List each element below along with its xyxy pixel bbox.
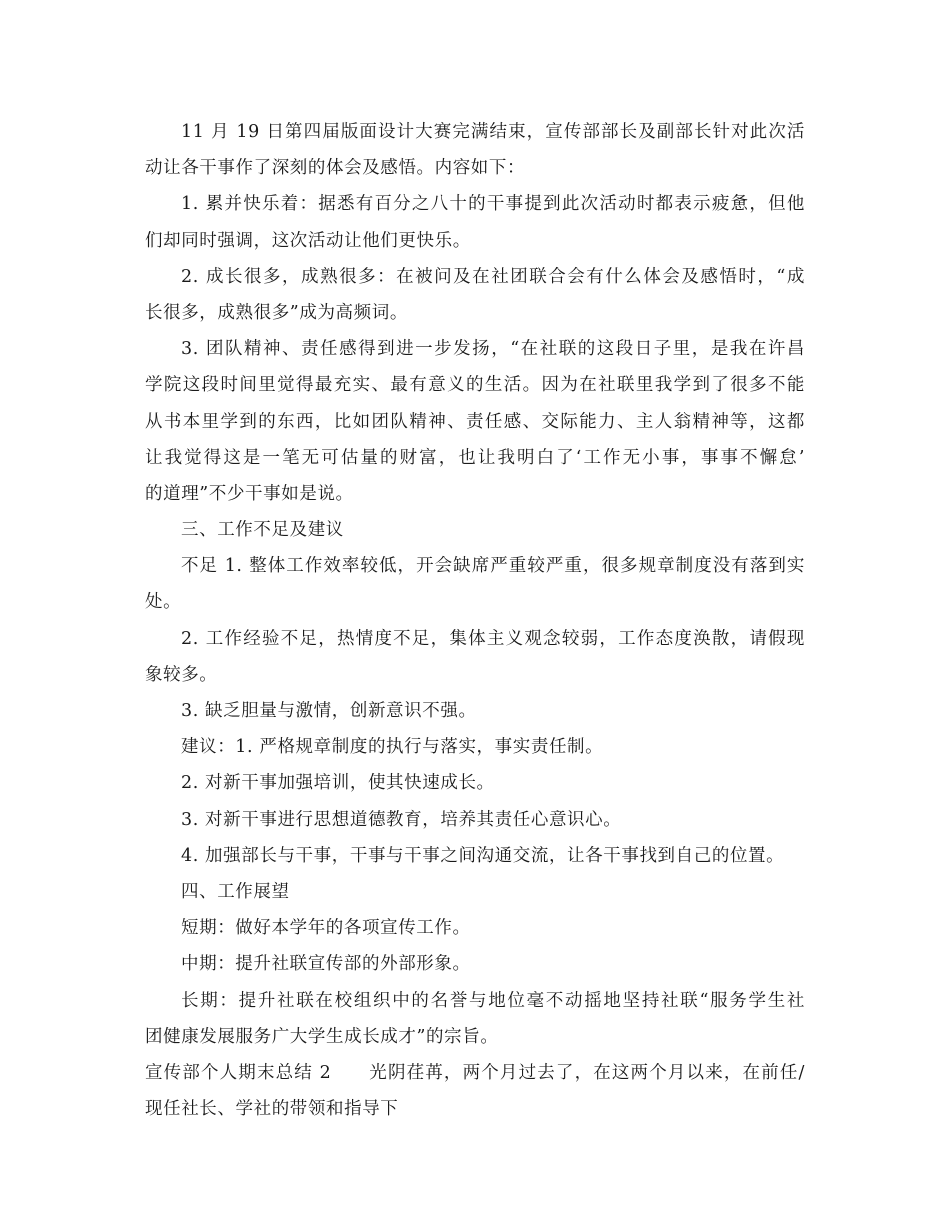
paragraph-line: 2. 对新干事加强培训，使其快速成长。 xyxy=(181,773,495,794)
paragraph-line: 的道理”不少干事如是说。 xyxy=(145,483,354,504)
paragraph-line: 现任社长、学社的带领和指导下 xyxy=(145,1099,399,1120)
paragraph-line: 1. 累并快乐着：据悉有百分之八十的干事提到此次活动时都表示疲惫，但他 xyxy=(181,194,805,215)
section-heading: 四、工作展望 xyxy=(181,881,290,902)
paragraph-line: 2. 成长很多，成熟很多：在被问及在社团联合会有什么体会及感悟时，“成 xyxy=(181,266,805,287)
paragraph-line: 动让各干事作了深刻的体会及感悟。内容如下： xyxy=(145,158,526,179)
paragraph-line: 长很多，成熟很多”成为高频词。 xyxy=(145,302,408,323)
paragraph-line: 不足 1. 整体工作效率较低，开会缺席严重较严重，很多规章制度没有落到实 xyxy=(181,556,805,577)
paragraph-line: 11 月 19 日第四届版面设计大赛完满结束，宣传部部长及副部长针对此次活 xyxy=(181,122,805,142)
paragraph-line: 4. 加强部长与干事，干事与干事之间沟通交流，让各干事找到自己的位置。 xyxy=(181,845,785,866)
paragraph-line: 学院这段时间里觉得最充实、最有意义的生活。因为在社联里我学到了很多不能 xyxy=(145,375,805,396)
paragraph-line: 3. 团队精神、责任感得到进一步发扬，“在社联的这段日子里，是我在许昌 xyxy=(181,339,805,360)
paragraph-line: 建议：1. 严格规章制度的执行与落实，事实责任制。 xyxy=(181,737,604,758)
paragraph-line: 宣传部个人期末总结 2 光阴荏苒，两个月过去了，在这两个月以来，在前任/ xyxy=(145,1062,805,1083)
paragraph-line: 中期：提升社联宣传部的外部形象。 xyxy=(181,954,471,975)
paragraph-line: 3. 缺乏胆量与激情，创新意识不强。 xyxy=(181,701,477,721)
paragraph-line: 从书本里学到的东西，比如团队精神、责任感、交际能力、主人翁精神等，这都 xyxy=(145,411,805,432)
document-body xyxy=(145,114,805,1127)
paragraph-line: 们却同时强调，这次活动让他们更快乐。 xyxy=(145,230,471,251)
paragraph-line: 让我觉得这是一笔无可估量的财富，也让我明白了‘工作无小事，事事不懈怠’ xyxy=(145,447,805,468)
section-heading: 三、工作不足及建议 xyxy=(181,520,344,541)
paragraph-line: 团健康发展服务广大学生成长成才”的宗旨。 xyxy=(145,1026,499,1047)
paragraph-line: 2. 工作经验不足，热情度不足，集体主义观念较弱，工作态度涣散，请假现 xyxy=(181,628,805,649)
paragraph-line: 长期：提升社联在校组织中的名誉与地位毫不动摇地坚持社联“服务学生社 xyxy=(181,990,805,1011)
paragraph-line: 短期：做好本学年的各项宣传工作。 xyxy=(181,918,471,939)
paragraph-line: 处。 xyxy=(145,592,182,613)
paragraph-line: 3. 对新干事进行思想道德教育，培养其责任心意识心。 xyxy=(181,809,622,830)
paragraph-line: 象较多。 xyxy=(145,664,218,685)
